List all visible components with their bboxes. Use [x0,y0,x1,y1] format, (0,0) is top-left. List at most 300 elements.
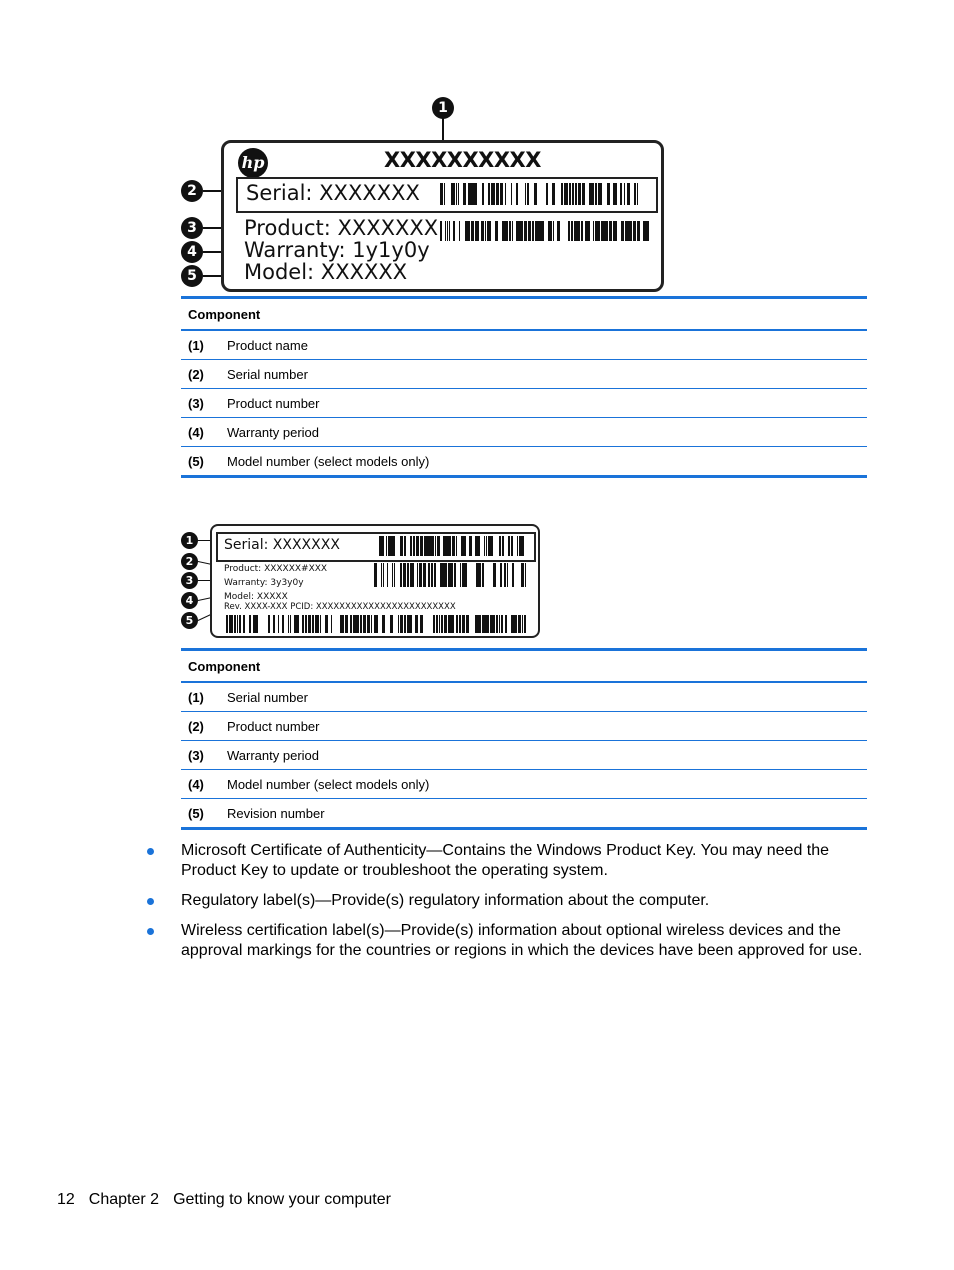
barcode-bar [229,615,231,633]
component-description: Product number [227,389,867,418]
component-number: (5) [181,447,227,477]
label-serial: Serial: XXXXXXX [224,537,340,553]
barcode-bar [440,563,442,587]
component-number: (4) [181,418,227,447]
barcode-bar [382,536,384,556]
barcode-bar [341,615,344,633]
barcode-bar [446,536,449,556]
barcode-bar [404,563,406,587]
barcode-bar [536,221,538,241]
barcode-bar [553,221,554,241]
barcode-bar [360,615,362,633]
barcode-bar [452,615,454,633]
barcode-bar [637,183,638,205]
table-row [181,330,867,360]
callout-5: 5 [181,612,198,629]
barcode-bar [597,221,600,241]
barcode-bar [505,615,507,633]
barcode-bar [515,615,517,633]
barcode-bar [484,536,485,556]
serial-barcode [370,536,524,556]
barcode-bar [575,221,577,241]
barcode-bar [589,183,591,205]
barcode-bar [577,221,580,241]
barcode-bar [416,536,419,556]
barcode-bar [460,563,461,587]
barcode-bar [582,183,585,205]
barcode-bar [511,183,512,205]
barcode-bar [374,615,375,633]
component-description: Serial number [227,360,867,389]
table-header: Component [181,650,867,683]
component-number: (1) [181,682,227,712]
barcode-bar [444,615,446,633]
barcode-bar [244,615,245,633]
barcode-bar [441,221,442,241]
table-header: Component [181,298,867,331]
component-description: Warranty period [227,418,867,447]
barcode-bar [407,615,410,633]
barcode-bar [475,221,476,241]
barcode-bar [625,221,627,241]
barcode-bar [419,563,421,587]
barcode-bar [595,183,597,205]
barcode-bar [377,615,378,633]
barcode-bar [441,615,443,633]
list-item [143,891,873,911]
barcode-bar [423,563,426,587]
barcode-bar [479,615,481,633]
barcode-bar [598,183,599,205]
barcode-bar [340,615,341,633]
serial-barcode [440,183,646,205]
barcode-bar [495,221,498,241]
label-model: Model: XXXXXX [244,260,408,284]
barcode-bar [459,615,461,633]
label-2-frame [210,524,540,638]
barcode-bar [442,183,443,205]
barcode-bar [568,221,570,241]
barcode-bar [305,615,307,633]
barcode-bar [451,563,453,587]
barcode-bar [456,183,457,205]
revision-barcode [224,615,528,633]
callout-3: 3 [181,217,203,239]
barcode-bar [436,615,438,633]
barcode-bar [528,221,530,241]
barcode-bar [620,183,622,205]
barcode-bar [303,615,304,633]
barcode-bar [527,183,529,205]
barcode-bar [298,615,299,633]
barcode-bar [449,536,451,556]
barcode-bar [415,615,418,633]
barcode-bar [297,615,298,633]
product-barcode [370,563,528,587]
barcode-bar [517,536,518,556]
chapter-title: Getting to know your computer [173,1191,391,1208]
barcode-bar [500,183,503,205]
barcode-bar [443,536,446,556]
barcode-bar [512,563,514,587]
table-row [181,682,867,712]
barcode-bar [410,536,412,556]
barcode-bar [518,221,520,241]
barcode-bar [427,536,429,556]
barcode-bar [501,615,503,633]
barcode-bar [502,536,504,556]
barcode-bar [613,183,614,205]
barcode-bar [325,615,328,633]
barcode-bar [454,183,455,205]
barcode-bar [524,221,527,241]
barcode-bar [499,536,501,556]
component-description: Model number (select models only) [227,770,867,799]
barcode-bar [624,183,625,205]
barcode-bar [431,563,433,587]
barcode-bar [525,615,526,633]
barcode-bar [464,536,466,556]
barcode-bar [440,221,441,241]
barcode-bar [350,615,352,633]
barcode-bar [488,183,490,205]
barcode-bar [488,536,490,556]
barcode-bar [609,221,612,241]
barcode-bar [392,563,393,587]
component-table-1 [181,296,867,478]
barcode-bar [282,615,284,633]
barcode-bar [381,563,382,587]
barcode-bar [496,183,499,205]
chapter-label: Chapter 2 [88,1191,160,1208]
barcode-bar [432,536,434,556]
component-description: Serial number [227,682,867,712]
barcode-bar [255,615,258,633]
barcode-bar [516,221,518,241]
barcode-bar [521,536,524,556]
table-row [181,389,867,418]
table-row [181,770,867,799]
barcode-bar [444,183,445,205]
hp-logo: hp [238,148,268,178]
barcode-bar [249,615,251,633]
barcode-bar [509,221,511,241]
bullet-icon [147,928,154,935]
barcode-bar [383,563,384,587]
barcode-bar [451,183,452,205]
barcode-bar [294,615,297,633]
label-product-number: Product: XXXXXX#XXX [224,564,328,574]
list-item [143,841,873,881]
barcode-bar [485,615,488,633]
barcode-bar [522,615,523,633]
barcode-bar [288,615,289,633]
barcode-bar [407,563,409,587]
barcode-bar [308,615,311,633]
barcode-bar [429,536,432,556]
table-row [181,418,867,447]
label-serial: Serial: XXXXXXX [246,181,420,205]
barcode-bar [499,615,500,633]
barcode-bar [496,615,498,633]
barcode-bar [485,221,486,241]
barcode-bar [435,536,436,556]
barcode-bar [488,615,489,633]
barcode-bar [451,615,452,633]
barcode-bar [315,615,318,633]
barcode-bar [440,183,442,205]
barcode-bar [420,536,423,556]
barcode-bar [424,536,426,556]
product-barcode [440,221,650,241]
list-item [143,921,873,961]
barcode-bar [487,221,490,241]
callout-5: 5 [181,265,203,287]
barcode-bar [490,536,493,556]
barcode-bar [448,563,451,587]
barcode-bar [437,536,440,556]
barcode-bar [567,183,568,205]
barcode-bar [571,221,573,241]
component-description: Revision number [227,799,867,829]
barcode-bar [633,221,636,241]
barcode-bar [411,563,414,587]
barcode-bar [302,615,303,633]
barcode-bar [390,615,393,633]
barcode-bar [585,221,588,241]
barcode-bar [476,221,477,241]
barcode-bar [429,563,430,587]
label-model: Model: XXXXX [224,592,288,602]
barcode-bar [400,563,402,587]
barcode-bar [603,221,606,241]
barcode-bar [477,536,480,556]
barcode-bar [606,221,608,241]
barcode-bar [231,615,233,633]
component-description: Warranty period [227,741,867,770]
table-row [181,799,867,829]
barcode-bar [268,615,270,633]
callout-4: 4 [181,592,198,609]
barcode-bar [550,221,552,241]
barcode-bar [614,183,617,205]
callout-1: 1 [181,532,198,549]
barcode-bar [443,563,445,587]
barcode-bar [472,183,475,205]
barcode-bar [525,563,526,587]
barcode-bar [463,183,466,205]
barcode-bar [452,183,454,205]
barcode-bar [480,563,481,587]
component-number: (1) [181,330,227,360]
barcode-bar [452,536,455,556]
barcode-bar [462,563,465,587]
barcode-bar [547,183,548,205]
barcode-bar [505,221,508,241]
barcode-bar [643,221,646,241]
component-number: (5) [181,799,227,829]
barcode-bar [243,615,244,633]
component-number: (3) [181,389,227,418]
barcode-bar [475,183,477,205]
barcode-bar [410,563,411,587]
barcode-bar [475,536,477,556]
table-row [181,360,867,389]
barcode-bar [541,221,544,241]
label-1-frame [221,140,664,292]
label-revision: Rev. XXXX-XXX PCID: XXXXXXXXXXXXXXXXXXXXXXXX [224,602,456,612]
barcode-bar [428,563,429,587]
barcode-bar [634,183,635,205]
barcode-bar [524,615,525,633]
barcode-bar [482,615,485,633]
callout-3: 3 [181,572,198,589]
barcode-bar [458,183,459,205]
barcode-bar [471,183,472,205]
barcode-bar [516,183,518,205]
barcode-bar [486,536,487,556]
barcode-bar [446,615,447,633]
barcode-bar [453,221,455,241]
barcode-bar [561,183,563,205]
barcode-bar [546,183,547,205]
barcode-bar [371,615,372,633]
barcode-bar [467,221,470,241]
barcode-bar [468,615,469,633]
barcode-bar [595,221,597,241]
component-number: (3) [181,741,227,770]
barcode-bar [475,615,476,633]
barcode-bar [465,563,467,587]
barcode-bar [500,563,502,587]
barcode-bar [505,183,506,205]
barcode-bar [538,221,541,241]
barcode-bar [410,615,412,633]
callout-4: 4 [181,241,203,263]
barcode-bar [462,615,465,633]
label-warranty: Warranty: 1y1y0y [244,238,430,262]
barcode-bar [448,615,451,633]
barcode-bar [456,536,457,556]
barcode-bar [445,221,446,241]
barcode-bar [374,563,377,587]
barcode-bar [514,615,515,633]
barcode-bar [508,536,510,556]
barcode-bar [525,183,526,205]
barcode-bar [388,536,391,556]
table-row [181,741,867,770]
barcode-bar [417,563,418,587]
barcode-bar [476,615,479,633]
bullet-icon [147,898,154,905]
barcode-bar [367,615,370,633]
barcode-bar [630,221,632,241]
barcode-bar [447,221,448,241]
barcode-bar [628,221,630,241]
barcode-bar [481,221,484,241]
barcode-bar [534,183,537,205]
barcode-bar [613,221,614,241]
barcode-bar [494,183,495,205]
barcode-bar [588,221,590,241]
barcode-bar [511,615,514,633]
barcode-bar [379,536,382,556]
barcode-bar [237,615,238,633]
component-table-2 [181,648,867,830]
barcode-bar [420,615,423,633]
barcode-bar [504,563,506,587]
barcode-bar [581,221,583,241]
barcode-bar [476,563,477,587]
barcode-bar [363,615,366,633]
label-product-number: Product: XXXXXXX [244,216,439,240]
barcode-bar [477,563,480,587]
barcode-bar [548,221,550,241]
barcode-bar [320,615,321,633]
barcode-bar [434,563,436,587]
barcode-bar [273,615,275,633]
table-row [181,712,867,741]
barcode-bar [331,615,332,633]
serial-box [216,532,536,562]
component-description: Product name [227,330,867,360]
barcode-bar [518,615,521,633]
barcode-bar [491,183,493,205]
barcode-bar [400,536,403,556]
barcode-bar [456,615,458,633]
barcode-bar [454,563,456,587]
barcode-bar [466,615,468,633]
barcode-bar [413,536,415,556]
barcode-bar [593,221,594,241]
callout-1: 1 [432,97,454,119]
barcode-bar [591,183,594,205]
barcode-bar [404,615,406,633]
barcode-bar [421,563,422,587]
barcode-bar [383,615,385,633]
component-number: (4) [181,770,227,799]
barcode-bar [575,183,577,205]
barcode-bar [532,221,534,241]
barcode-bar [312,615,314,633]
barcode-bar [394,536,395,556]
barcode-bar [290,615,291,633]
barcode-bar [482,183,484,205]
label-product-name: XXXXXXXXXX [384,148,541,172]
barcode-bar [382,615,383,633]
barcode-bar [439,615,440,633]
barcode-bar [482,563,484,587]
barcode-bar [468,183,471,205]
callout-2: 2 [181,553,198,570]
barcode-bar [459,221,460,241]
barcode-bar [572,183,574,205]
barcode-bar [461,536,463,556]
barcode-bar [353,615,356,633]
barcode-bar [599,183,602,205]
barcode-bar [318,615,319,633]
barcode-bar [512,221,513,241]
barcode-bar [627,221,628,241]
barcode-bar [239,615,241,633]
barcode-bar [226,615,228,633]
barcode-bar [394,563,395,587]
barcode-bar [614,221,617,241]
barcode-bar [535,221,536,241]
callout-2: 2 [181,180,203,202]
barcode-bar [234,615,236,633]
list-item-text: Microsoft Certificate of Authenticity—Contains the Windows Product Key. You may need the Product Key to update or troubleshoot the operating system. [181,842,830,879]
